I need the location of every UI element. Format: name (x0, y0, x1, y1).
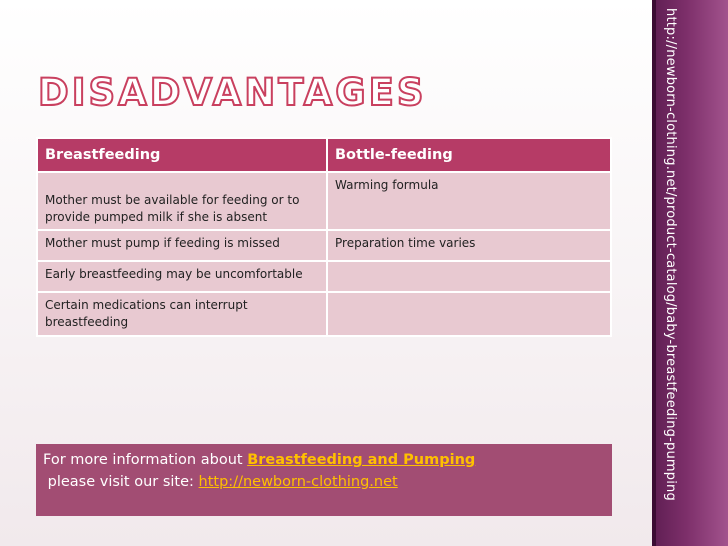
table-cell: Warming formula (327, 172, 611, 230)
site-link[interactable]: http://newborn-clothing.net (198, 474, 398, 490)
table-cell (327, 261, 611, 292)
table-cell: Early breastfeeding may be uncomfortable (37, 261, 327, 292)
table-row (37, 172, 611, 230)
info-line-1 (43, 449, 605, 471)
side-url-text: http://newborn-clothing.net/product-catalog/baby-breastfeeding-pumping (663, 8, 678, 501)
breastfeeding-pumping-link[interactable]: Breastfeeding and Pumping (247, 452, 476, 468)
table-cell: Preparation time varies (327, 230, 611, 261)
info-line-2 (43, 471, 605, 493)
table-row (37, 261, 611, 292)
header-bottle-feeding: Bottle-feeding (327, 138, 611, 172)
info-box (36, 444, 612, 516)
info-text-1: For more information about (43, 452, 248, 468)
header-breastfeeding: Breastfeeding (37, 138, 327, 172)
table-cell: Mother must pump if feeding is missed (37, 230, 327, 261)
page-title: DISADVANTAGES (38, 71, 427, 114)
table-cell (327, 292, 611, 336)
table-row (37, 292, 611, 336)
table-cell: Mother must be available for feeding or to provide pumped milk if she is absent (37, 172, 327, 230)
comparison-table (36, 137, 612, 337)
info-text-2: please visit our site: (43, 474, 199, 490)
table-header-row (37, 138, 611, 172)
table-cell: Certain medications can interrupt breastfeeding (37, 292, 327, 336)
table-row (37, 230, 611, 261)
